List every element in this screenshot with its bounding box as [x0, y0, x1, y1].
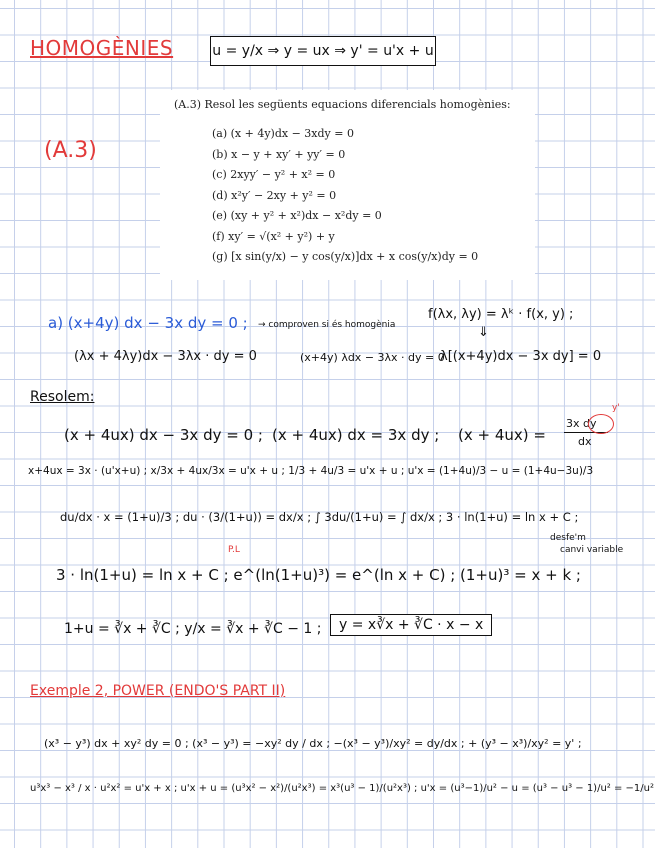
- problem-intro: (A.3) Resol les següents equacions diferencials homogènies:: [174, 98, 511, 111]
- yprime-mark: y': [612, 403, 620, 413]
- resolem-line-4: 3 · ln(1+u) = ln x + C ; e^(ln(1+u)³) = e^(ln x + C) ; (1+u)³ = x + k ;: [56, 566, 581, 584]
- resolem-line-1b: (x + 4ux) dx = 3x dy ;: [272, 426, 440, 444]
- check-step-2: (x+4y) λdx − 3λx · dy = 0: [300, 351, 445, 364]
- header-formula: u = y/x ⇒ y = ux ⇒ y' = u'x + u: [212, 43, 434, 59]
- part-a-equation: a) (x+4y) dx − 3x dy = 0 ;: [48, 314, 248, 332]
- resolem-frac-num: 3x dy: [566, 417, 597, 430]
- note-canvi-variable: canvi variable: [560, 545, 624, 555]
- problem-list: [212, 124, 478, 268]
- resolem-line-1c: (x + 4ux) =: [458, 426, 546, 444]
- problem-item-a: (a) (x + 4y)dx − 3xdy = 0: [212, 127, 354, 140]
- example-title: Exemple 2, POWER (ENDO'S PART II): [30, 683, 286, 699]
- final-solution-box: y = x∛x + ∛C · x − x: [330, 614, 492, 636]
- resolem-label: Resolem:: [30, 389, 95, 405]
- note-desfem: desfe'm: [550, 533, 586, 543]
- implies-arrow: ⇓: [478, 325, 489, 340]
- resolem-line-1a: (x + 4ux) dx − 3x dy = 0 ;: [64, 426, 263, 444]
- pl-mark: P.L: [228, 545, 240, 555]
- section-label: (A.3): [44, 138, 97, 163]
- check-step-1: (λx + 4λy)dx − 3λx · dy = 0: [74, 349, 257, 364]
- problem-item-f: (f) xy′ = √(x² + y²) + y: [212, 229, 335, 243]
- page-title: HOMOGÈNIES: [30, 36, 174, 60]
- header-formula-box: [210, 36, 436, 66]
- part-a-note: → comproven si és homogènia: [258, 320, 396, 330]
- check-step-3: λ[(x+4y)dx − 3x dy] = 0: [440, 349, 602, 364]
- problem-item-e: (e) (xy + y² + x²)dx − x²dy = 0: [212, 209, 382, 222]
- resolem-line-5a: 1+u = ∛x + ∛C ; y/x = ∛x + ∛C − 1 ;: [64, 621, 322, 637]
- example-line-1: (x³ − y³) dx + xy² dy = 0 ; (x³ − y³) = −xy² dy / dx ; −(x³ − y³)/xy² = dy/dx ; + (y³ − x³)/xy² = y' ;: [44, 737, 582, 750]
- problem-item-c: (c) 2xyy′ − y² + x² = 0: [212, 168, 336, 181]
- homogeneity-definition: f(λx, λy) = λᵏ · f(x, y) ;: [428, 307, 574, 322]
- example-line-2: u³x³ − x³ / x · u²x² = u'x + x ; u'x + u = (u³x² − x²)/(u²x³) = x³(u³ − 1)/(u²x³) ; u'x = (u³−1)/u² − u = (u³ − u³ − 1)/u² = −1/u²: [30, 783, 654, 794]
- problem-item-d: (d) x²y′ − 2xy + y² = 0: [212, 188, 337, 202]
- resolem-line-2: x+4ux = 3x · (u'x+u) ; x/3x + 4ux/3x = u'x + u ; 1/3 + 4u/3 = u'x + u ; u'x = (1+4u)/3 − u = (1+4u−3u)/3: [28, 465, 594, 477]
- dy-circle-mark: [588, 414, 614, 434]
- problem-item-b: (b) x − y + xy′ + yy′ = 0: [212, 147, 346, 161]
- problem-statement: [160, 90, 535, 280]
- resolem-line-3: du/dx · x = (1+u)/3 ; du · (3/(1+u)) = dx/x ; ∫ 3du/(1+u) = ∫ dx/x ; 3 · ln(1+u) = ln x + C ;: [60, 510, 579, 524]
- problem-item-g: (g) [x sin(y/x) − y cos(y/x)]dx + x cos(y/x)dy = 0: [212, 250, 479, 263]
- resolem-frac-den: dx: [578, 435, 592, 448]
